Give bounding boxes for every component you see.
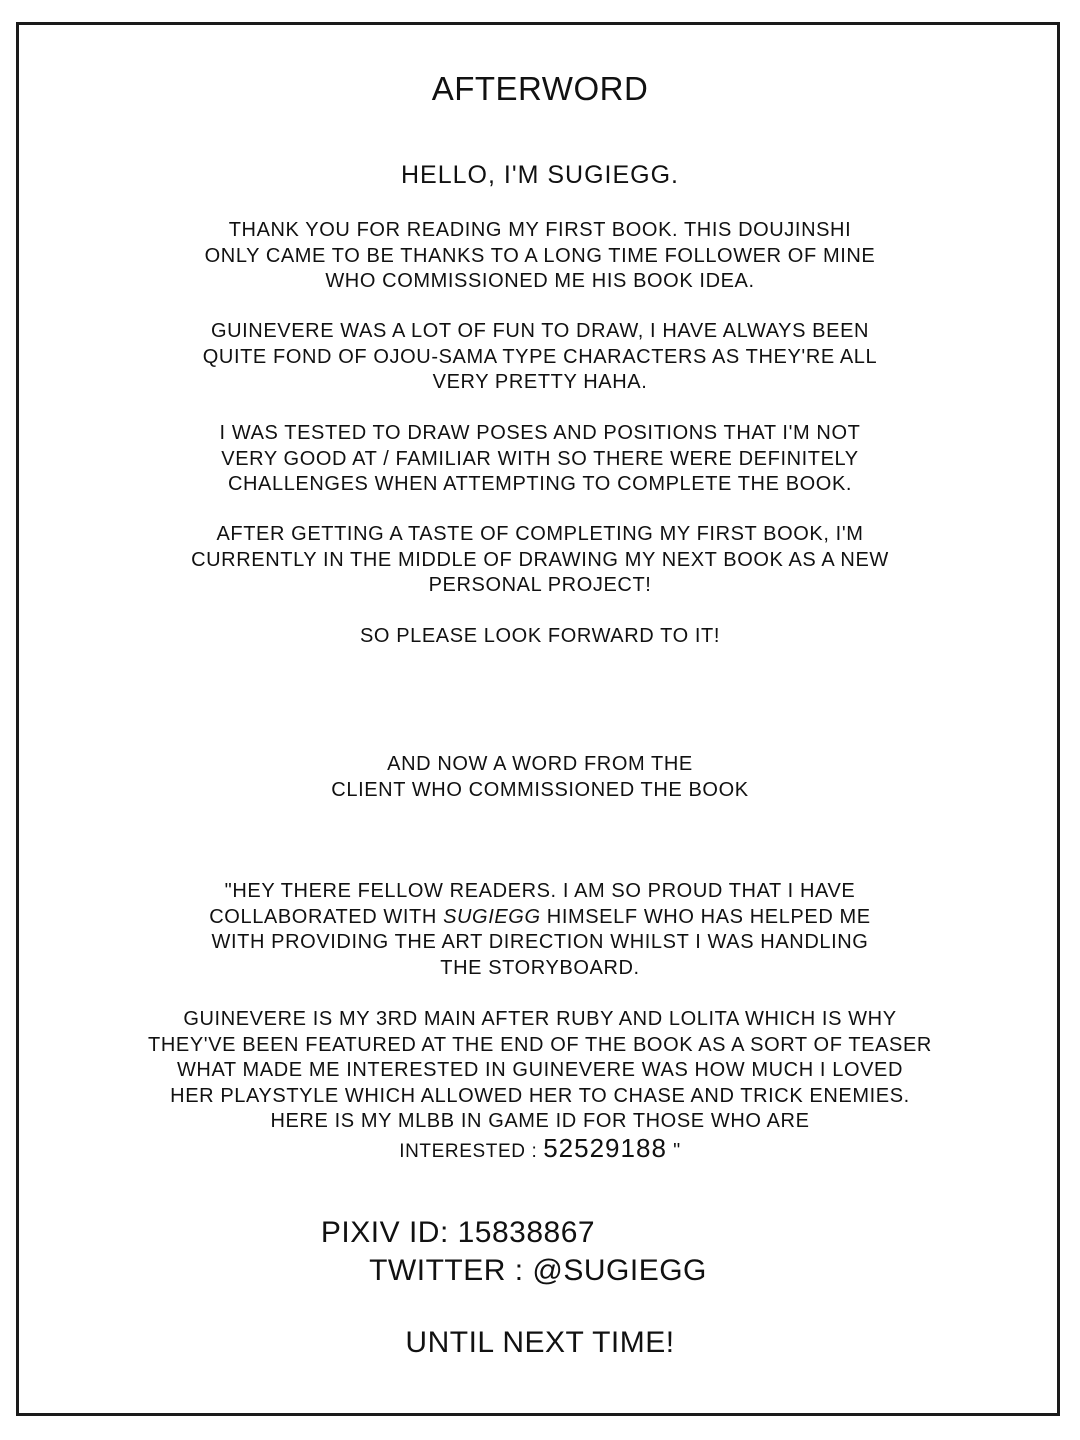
client-message-paragraph-2: [0, 1007, 1080, 1135]
paragraph-line: SO PLEASE LOOK FORWARD TO IT!: [359, 625, 721, 647]
paragraph-line: PERSONAL PROJECT!: [428, 574, 652, 596]
paragraph-guinevere: [0, 319, 1080, 396]
closing-text: UNTIL NEXT TIME!: [405, 1326, 675, 1359]
client-message-text: HIMSELF WHO HAS HELPED ME: [540, 905, 871, 928]
twitter-handle: TWITTER : @SUGIEGG: [369, 1254, 707, 1287]
quote-close: ": [666, 1140, 681, 1162]
client-intro: [0, 752, 1080, 803]
client-intro-line: AND NOW A WORD FROM THE: [387, 753, 693, 775]
paragraph-thanks: [0, 218, 1080, 295]
game-id-value: 52529188: [543, 1133, 667, 1163]
client-message-text: COLLABORATED WITH: [209, 905, 444, 928]
paragraph-line: QUITE FOND OF OJOU-SAMA TYPE CHARACTERS AS THEY'RE ALL: [202, 345, 878, 368]
greeting: HELLO, I'M SUGIEGG.: [401, 161, 679, 189]
client-message-line: [0, 905, 1080, 931]
game-id-line: [0, 1133, 1080, 1165]
paragraph-next-book: [0, 522, 1080, 599]
client-message-line: HER PLAYSTYLE WHICH ALLOWED HER TO CHASE AND TRICK ENEMIES.: [170, 1084, 910, 1107]
client-message-line: WHAT MADE ME INTERESTED IN GUINEVERE WAS HOW MUCH I LOVED: [176, 1059, 904, 1081]
paragraph-challenges: [0, 421, 1080, 498]
client-message-line: GUINEVERE IS MY 3RD MAIN AFTER RUBY AND LOLITA WHICH IS WHY: [183, 1008, 897, 1030]
paragraph-line: THANK YOU FOR READING MY FIRST BOOK. THIS DOUJINSHI: [228, 219, 852, 241]
paragraph-line: VERY PRETTY HAHA.: [432, 371, 648, 393]
client-intro-line: CLIENT WHO COMMISSIONED THE BOOK: [331, 778, 749, 801]
pixiv-id: PIXIV ID: 15838867: [320, 1216, 596, 1249]
client-message-line: HERE IS MY MLBB IN GAME ID FOR THOSE WHO ARE: [270, 1110, 810, 1132]
client-message-line: THEY'VE BEEN FEATURED AT THE END OF THE BOOK AS A SORT OF TEASER: [148, 1033, 932, 1056]
paragraph-line: CHALLENGES WHEN ATTEMPTING TO COMPLETE THE BOOK.: [227, 473, 853, 495]
paragraph-line: GUINEVERE WAS A LOT OF FUN TO DRAW, I HAVE ALWAYS BEEN: [210, 320, 870, 342]
game-id-label: INTERESTED :: [399, 1141, 544, 1162]
client-message-line: THE STORYBOARD.: [440, 956, 640, 979]
page-title: AFTERWORD: [431, 70, 649, 107]
paragraph-line: WHO COMMISSIONED ME HIS BOOK IDEA.: [325, 270, 755, 292]
paragraph-line: AFTER GETTING A TASTE OF COMPLETING MY FIRST BOOK, I'M: [216, 523, 864, 545]
paragraph-line: VERY GOOD AT / FAMILIAR WITH SO THERE WERE DEFINITELY: [221, 447, 859, 470]
paragraph-line: I WAS TESTED TO DRAW POSES AND POSITIONS THAT I'M NOT: [219, 422, 861, 444]
client-message-line: "HEY THERE FELLOW READERS. I AM SO PROUD THAT I HAVE: [224, 880, 856, 902]
client-message-paragraph-1: [0, 879, 1080, 981]
paragraph-line: ONLY CAME TO BE THANKS TO A LONG TIME FOLLOWER OF MINE: [204, 244, 876, 267]
artist-name: SUGIEGG: [443, 905, 541, 928]
client-message-line: WITH PROVIDING THE ART DIRECTION WHILST I WAS HANDLING: [211, 931, 869, 953]
paragraph-look-forward: [0, 624, 1080, 650]
paragraph-line: CURRENTLY IN THE MIDDLE OF DRAWING MY NEXT BOOK AS A NEW: [191, 548, 889, 571]
